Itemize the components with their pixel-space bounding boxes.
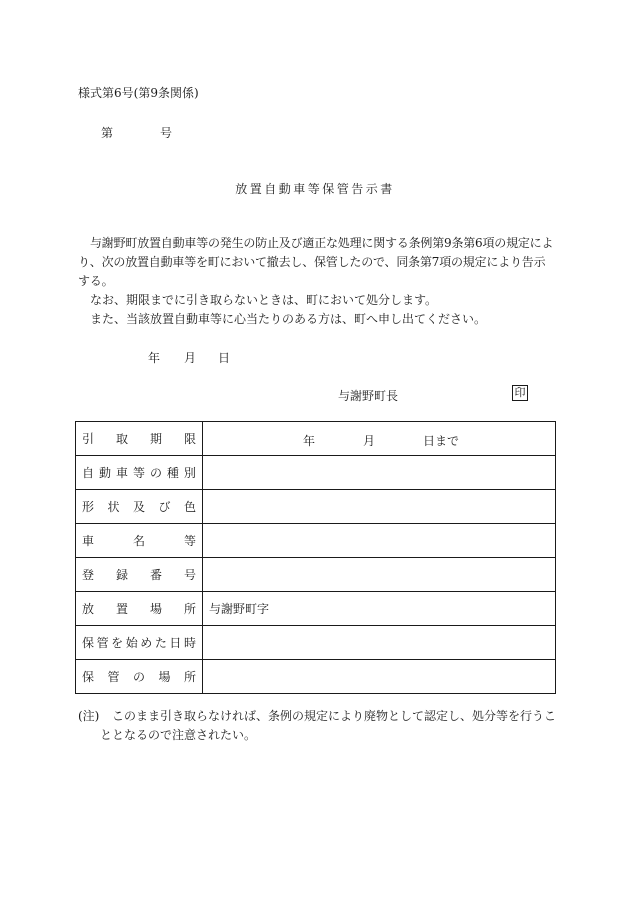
row-label-char: 時 bbox=[183, 636, 196, 650]
row-label-char: 及 bbox=[132, 500, 145, 514]
row-label-char: 名 bbox=[132, 534, 145, 548]
table-row bbox=[76, 660, 556, 694]
row-label bbox=[76, 456, 203, 490]
date-year: 年 bbox=[148, 351, 161, 365]
row-label-char: め bbox=[140, 636, 153, 650]
row-label-char: の bbox=[132, 670, 145, 684]
row-label-char: 始 bbox=[125, 636, 138, 650]
row-label-char: 所 bbox=[183, 670, 196, 684]
row-label-char: 別 bbox=[183, 466, 196, 480]
row-label-char: 自 bbox=[82, 466, 95, 480]
row-label bbox=[76, 422, 203, 456]
deadline-year: 年 bbox=[303, 434, 316, 448]
row-label-char: 限 bbox=[183, 432, 196, 446]
row-label-char: 置 bbox=[115, 602, 128, 616]
row-label-char: 日 bbox=[169, 636, 182, 650]
note-line-2: ととなるので注意されたい。 bbox=[100, 728, 257, 742]
row-label-char: 取 bbox=[115, 432, 128, 446]
row-label-char: 種 bbox=[166, 466, 179, 480]
note-label: (注) bbox=[78, 709, 100, 723]
deadline-month: 月 bbox=[363, 434, 376, 448]
row-value: 与謝野町字 bbox=[203, 592, 556, 626]
row-label-char: び bbox=[158, 500, 171, 514]
row-label-char: 放 bbox=[82, 602, 95, 616]
body-paragraph-3: また、当該放置自動車等に心当たりのある方は、町へ申し出てください。 bbox=[90, 312, 487, 326]
row-label-char: 等 bbox=[132, 466, 145, 480]
row-label-char: 場 bbox=[158, 670, 171, 684]
seal-mark: 印 bbox=[512, 385, 528, 401]
row-label-char: 期 bbox=[149, 432, 162, 446]
row-label bbox=[76, 558, 203, 592]
table-row bbox=[76, 422, 556, 456]
row-label bbox=[76, 626, 203, 660]
row-label-char: 車 bbox=[115, 466, 128, 480]
row-label-char: 登 bbox=[82, 568, 95, 582]
table-row bbox=[76, 456, 556, 490]
document-number-suffix: 号 bbox=[160, 126, 173, 140]
document-number-prefix: 第 bbox=[101, 126, 114, 140]
row-label-char: 保 bbox=[82, 636, 95, 650]
row-label-char: 色 bbox=[183, 500, 196, 514]
row-label-char: 動 bbox=[98, 466, 111, 480]
notice-body bbox=[78, 234, 556, 329]
date-month: 月 bbox=[184, 351, 197, 365]
body-paragraph-1: 与謝野町放置自動車等の発生の防止及び適正な処理に関する条例第9条第6項の規定により、次の放置自動車等を町において撤去し、保管したので、同条第7項の規定により告示する。 bbox=[78, 236, 554, 288]
row-label-char: の bbox=[149, 466, 162, 480]
row-value bbox=[203, 490, 556, 524]
vehicle-info-table bbox=[75, 421, 556, 694]
row-label-char: 保 bbox=[82, 670, 95, 684]
row-label-char: た bbox=[154, 636, 167, 650]
row-label-char: 車 bbox=[82, 534, 95, 548]
row-label bbox=[76, 490, 203, 524]
row-label-char: 管 bbox=[96, 636, 109, 650]
row-label-char: 引 bbox=[82, 432, 95, 446]
document-title: 放置自動車等保管告示書 bbox=[235, 182, 395, 196]
row-value bbox=[203, 456, 556, 490]
row-value bbox=[203, 524, 556, 558]
row-label-char: 等 bbox=[183, 534, 196, 548]
note-line-1: このまま引き取らなければ、条例の規定により廃物として認定し、処分等を行うこ bbox=[112, 709, 557, 723]
date-day: 日 bbox=[218, 351, 231, 365]
deadline-day-until: 日まで bbox=[423, 434, 460, 448]
row-value bbox=[203, 626, 556, 660]
deadline-cell bbox=[203, 422, 556, 456]
mayor-signature: 与謝野町長 bbox=[338, 389, 399, 403]
table-row bbox=[76, 524, 556, 558]
row-value bbox=[203, 558, 556, 592]
row-label bbox=[76, 592, 203, 626]
row-label-char: 場 bbox=[149, 602, 162, 616]
row-label-char: を bbox=[111, 636, 124, 650]
row-label-char: 形 bbox=[82, 500, 95, 514]
row-value bbox=[203, 660, 556, 694]
form-number: 様式第6号(第9条関係) bbox=[78, 86, 199, 100]
body-paragraph-2: なお、期限までに引き取らないときは、町において処分します。 bbox=[90, 293, 438, 307]
table-row bbox=[76, 626, 556, 660]
note bbox=[78, 707, 556, 745]
row-label-char: 号 bbox=[183, 568, 196, 582]
table-row bbox=[76, 490, 556, 524]
row-label-char: 管 bbox=[107, 670, 120, 684]
row-label-char: 状 bbox=[107, 500, 120, 514]
row-label-char: 録 bbox=[115, 568, 128, 582]
row-label-char: 番 bbox=[149, 568, 162, 582]
row-label-char: 所 bbox=[183, 602, 196, 616]
table-row bbox=[76, 592, 556, 626]
row-label bbox=[76, 660, 203, 694]
row-label bbox=[76, 524, 203, 558]
table-row bbox=[76, 558, 556, 592]
